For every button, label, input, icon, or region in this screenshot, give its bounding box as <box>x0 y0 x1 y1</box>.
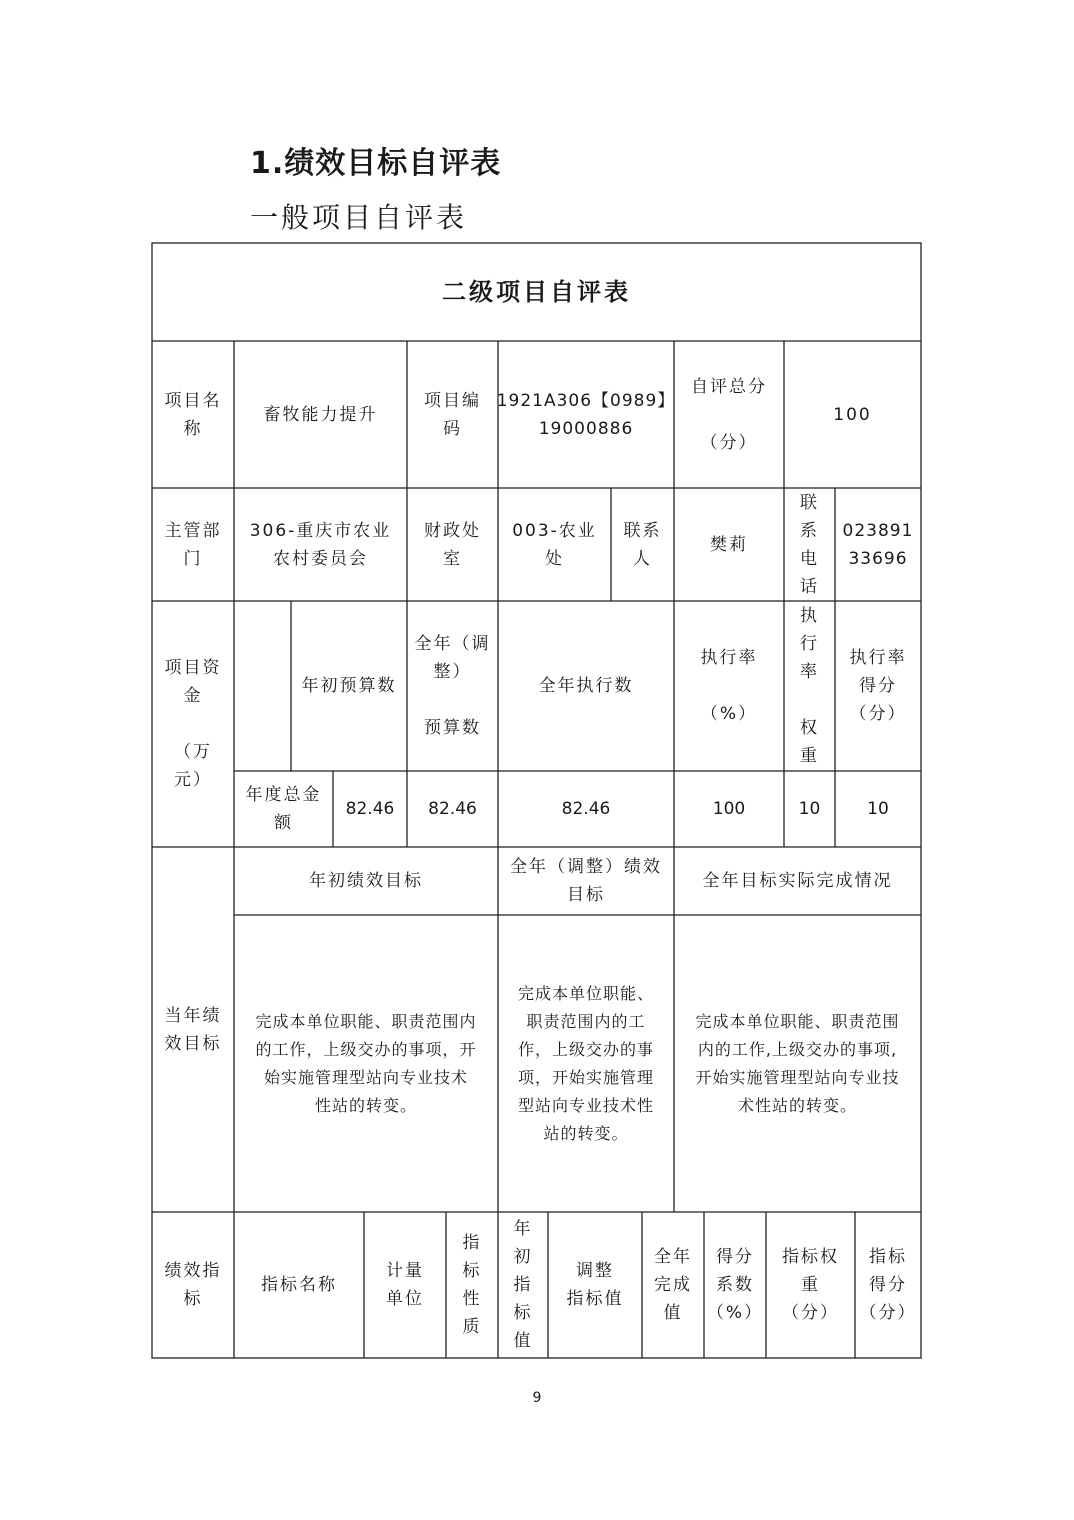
ind-initial-label: 年 初 指 标 值 <box>513 1219 533 1351</box>
office-label: 财政处 室 <box>424 520 481 569</box>
adjusted-budget: 82.46 <box>428 799 477 819</box>
ind-unit-label: 计量 单位 <box>386 1261 424 1309</box>
executed: 82.46 <box>561 799 611 819</box>
funds-label: 项目资 金 （万 元） <box>164 658 222 790</box>
section-heading: 1.绩效目标自评表 <box>250 146 502 181</box>
project-code-label: 项目编 码 <box>424 390 481 439</box>
actual-label: 全年目标实际完成情况 <box>702 871 893 891</box>
indicators-label: 绩效指 标 <box>164 1261 222 1309</box>
exec-weight-label: 执 行 率 权 重 <box>800 606 819 766</box>
dept-label: 主管部 门 <box>164 520 222 569</box>
exec-rate-label: 执行率 （%） <box>700 648 758 724</box>
table-title: 二级项目自评表 <box>442 278 631 306</box>
ind-name-label: 指标名称 <box>261 1275 337 1295</box>
ind-score-label: 指标 得分 （分） <box>859 1247 917 1323</box>
initial-goal-label: 年初绩效目标 <box>309 871 423 891</box>
executed-label: 全年执行数 <box>538 676 634 696</box>
ind-weight-label: 指标权 重 （分） <box>782 1247 839 1323</box>
table-heading: 一般项目自评表 <box>250 201 468 234</box>
adjusted-goal-label: 全年（调整）绩效 目标 <box>510 857 662 905</box>
office: 003-农业 处 <box>512 520 597 569</box>
ind-coef-label: 得分 系数 （%） <box>706 1247 764 1323</box>
initial-goal-text: 完成本单位职能、职责范围内 的工作，上级交办的事项，开 始实施管理型站向专业技术 性站的转变。 <box>255 1011 477 1115</box>
adjusted-budget-label: 全年（调 整） 预算数 <box>414 634 491 738</box>
total-score: 100 <box>833 404 872 425</box>
actual-text: 完成本单位职能、职责范围 内的工作,上级交办的事项, 开始实施管理型站向专业技 术性站的转变。 <box>695 1011 900 1115</box>
phone-label: 联 系 电 话 <box>800 492 819 597</box>
exec-score: 10 <box>867 799 889 819</box>
ind-adjusted-label: 调整 指标值 <box>566 1261 624 1309</box>
contact-name: 樊莉 <box>710 534 748 555</box>
ind-complete-label: 全年 完成 值 <box>654 1247 692 1323</box>
dept: 306-重庆市农业 农村委员会 <box>249 520 392 569</box>
exec-weight: 10 <box>798 799 821 819</box>
contact-label: 联系 人 <box>623 520 662 569</box>
adjusted-goal-text: 完成本单位职能、 职责范围内的工 作，上级交办的事 项，开始实施管理 型站向专业技术性 站的转变。 <box>517 983 654 1143</box>
initial-budget-label: 年初预算数 <box>301 676 397 696</box>
goals-label: 当年绩 效目标 <box>164 1005 222 1054</box>
total-score-label: 自评总分 （分） <box>691 376 767 453</box>
project-code: 1921A306【0989】 19000886 <box>496 390 676 439</box>
exec-score-label: 执行率 得分 （分） <box>849 648 907 724</box>
total-amount-label: 年度总金 额 <box>245 785 322 833</box>
project-name: 畜牧能力提升 <box>263 404 378 425</box>
project-name-label: 项目名 称 <box>164 390 222 439</box>
phone: 023891 33696 <box>842 520 914 569</box>
ind-nature-label: 指 标 性 质 <box>462 1233 482 1337</box>
page-number: 9 <box>532 1390 542 1406</box>
initial-budget: 82.46 <box>345 799 395 819</box>
exec-rate: 100 <box>712 799 746 819</box>
